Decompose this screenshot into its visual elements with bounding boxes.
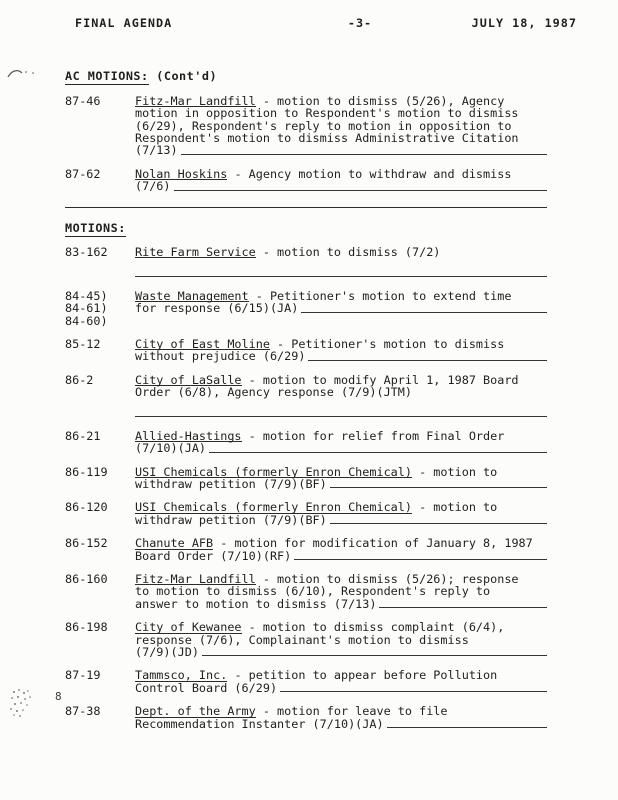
case-name: USI Chemicals (formerly Enron Chemical) [135, 464, 412, 479]
entry-text: (7/13) [135, 143, 178, 158]
entry-body [135, 621, 547, 658]
case-number [65, 537, 135, 562]
case-number-line: 86-160 [65, 571, 108, 586]
entry-text: - Agency motion to withdraw and dismiss [227, 166, 512, 181]
case-name: Allied-Hastings [135, 428, 242, 443]
case-number [65, 168, 135, 193]
case-number [65, 246, 135, 279]
entry-text: response (7/6), Complainant's motion to dismiss [135, 632, 469, 647]
section-heading-label: AC MOTIONS: [65, 69, 149, 84]
entry-line [135, 266, 547, 278]
case-number-line: 85-12 [65, 336, 101, 351]
agenda-entry [65, 168, 547, 193]
page-number: -3- [347, 16, 373, 30]
entry-line [135, 669, 547, 681]
entry-text: - motion to [412, 500, 498, 515]
entry-text: - Petitioner's motion to dismiss [269, 336, 505, 351]
entry-body [135, 573, 547, 610]
entry-text: - petition to appear before Pollution [227, 668, 498, 683]
case-name: Dept. of the Army [135, 704, 256, 719]
case-number [65, 95, 135, 157]
blank-rule-line [135, 416, 547, 417]
case-number-line: 87-19 [65, 668, 101, 683]
entry-body [135, 338, 547, 363]
case-number-line: 87-38 [65, 704, 101, 719]
entry-text: - motion to dismiss complaint (6/4), [241, 620, 505, 635]
entry-body [135, 290, 547, 327]
entry-body [135, 501, 547, 526]
entry-text: to motion to dismiss (6/10), Respondent's reply to [135, 584, 491, 599]
entry-text: (6/29), Respondent's reply to motion in opposition to [135, 118, 512, 133]
entry-text: - motion to modify April 1, 1987 Board [241, 372, 519, 387]
case-name: Chanute AFB [135, 536, 214, 551]
case-number-line: 86-120 [65, 500, 108, 515]
agenda-entry [65, 466, 547, 491]
entry-text: - motion to [412, 464, 498, 479]
entry-line [135, 705, 547, 717]
agenda-entry [65, 338, 547, 363]
pen-squiggle-mark [7, 66, 37, 82]
document-header [65, 17, 577, 29]
stray-digit: 8 [55, 690, 62, 703]
case-number [65, 290, 135, 327]
entry-text: - motion to dismiss (5/26); response [255, 571, 519, 586]
entry-body [135, 537, 547, 562]
blank-rule-line [209, 452, 547, 453]
agenda-entry [65, 501, 547, 526]
entry-body [135, 466, 547, 491]
case-name: Fitz-Mar Landfill [135, 93, 256, 108]
entry-text: - motion to dismiss (5/26), Agency [255, 93, 505, 108]
blank-rule-line [294, 559, 547, 560]
case-name: City of LaSalle [135, 372, 242, 387]
section-heading [65, 70, 547, 82]
section-heading [65, 222, 547, 234]
case-name: Waste Management [135, 288, 249, 303]
agenda-entry [65, 621, 547, 658]
entry-line [135, 718, 547, 730]
entry-line [135, 180, 547, 192]
entry-line [135, 682, 547, 694]
agenda-entry [65, 246, 547, 279]
entry-line [135, 514, 547, 526]
entry-text: without prejudice (6/29) [135, 349, 306, 364]
blank-rule-line [135, 276, 547, 277]
entry-text: - motion for relief from Final Order [241, 428, 505, 443]
blank-rule-line [330, 487, 547, 488]
agenda-entry [65, 374, 547, 419]
case-name: Rite Farm Service [135, 244, 256, 259]
entry-line [135, 132, 547, 144]
entry-line [135, 302, 547, 314]
entry-text: motion in opposition to Respondent's motion to dismiss [135, 106, 519, 121]
case-number [65, 338, 135, 363]
ink-smudge-mark [6, 686, 40, 722]
entry-text: - motion for leave to file [255, 704, 448, 719]
entry-body [135, 705, 547, 730]
agenda-entry [65, 430, 547, 455]
entry-text: withdraw petition (7/9)(BF) [135, 477, 327, 492]
entry-line [135, 406, 547, 418]
entry-text: - Petitioner's motion to extend time [248, 288, 512, 303]
case-number-line: 86-152 [65, 536, 108, 551]
case-number [65, 621, 135, 658]
entry-body [135, 168, 547, 193]
blank-rule-line [387, 727, 547, 728]
entry-text: answer to motion to dismiss (7/13) [135, 596, 377, 611]
entry-text: Board Order (7/10)(RF) [135, 548, 292, 563]
blank-rule-line [181, 154, 547, 155]
entry-body [135, 246, 547, 279]
case-number-line: 84-61) [65, 301, 108, 316]
blank-rule-line [308, 360, 547, 361]
blank-rule-line [379, 607, 547, 608]
case-number-line: 83-162 [65, 244, 108, 259]
entry-line [135, 621, 547, 633]
entry-line [135, 350, 547, 362]
agenda-entry [65, 669, 547, 694]
entry-line [135, 585, 547, 597]
case-name: USI Chemicals (formerly Enron Chemical) [135, 500, 412, 515]
blank-rule-line [330, 523, 547, 524]
blank-rule-line [202, 655, 547, 656]
case-name: City of East Moline [135, 336, 270, 351]
blank-rule-line [174, 190, 547, 191]
case-number-line: 87-62 [65, 166, 101, 181]
agenda-entry [65, 705, 547, 730]
case-number-line: 84-60) [65, 313, 108, 328]
section-divider [65, 207, 547, 208]
entry-line [135, 598, 547, 610]
entry-body [135, 95, 547, 157]
entry-body [135, 669, 547, 694]
case-name: City of Kewanee [135, 620, 242, 635]
document-date: JULY 18, 1987 [471, 16, 577, 30]
case-name: Tammsco, Inc. [135, 668, 228, 683]
entry-text: for response (6/15)(JA) [135, 301, 299, 316]
entry-text: Respondent's motion to dismiss Administrative Citation [135, 130, 519, 145]
case-number [65, 705, 135, 730]
agenda-entry [65, 573, 547, 610]
entry-text: (7/9)(JD) [135, 644, 199, 659]
blank-rule-line [301, 312, 547, 313]
case-number [65, 430, 135, 455]
entry-line [135, 246, 547, 258]
entry-text: withdraw petition (7/9)(BF) [135, 512, 327, 527]
case-number-line: 84-45) [65, 288, 108, 303]
entry-text: - motion for modification of January 8, 1987 [213, 536, 533, 551]
agenda-entry [65, 95, 547, 157]
entry-text: Control Board (6/29) [135, 680, 278, 695]
entry-body [135, 374, 547, 419]
case-name: Nolan Hoskins [135, 166, 228, 181]
entry-text: (7/6) [135, 179, 171, 194]
case-number [65, 374, 135, 419]
entry-line [135, 501, 547, 513]
case-number [65, 501, 135, 526]
document-title: FINAL AGENDA [75, 16, 173, 30]
entry-text: Recommendation Instanter (7/10)(JA) [135, 716, 384, 731]
entry-line [135, 144, 547, 156]
case-number-line: 87-46 [65, 93, 101, 108]
case-number-line: 86-119 [65, 464, 108, 479]
case-number-line: 86-2 [65, 372, 94, 387]
entry-line [135, 386, 547, 398]
case-number-line: 86-198 [65, 620, 108, 635]
entry-line [135, 478, 547, 490]
case-name: Fitz-Mar Landfill [135, 571, 256, 586]
agenda-entry [65, 290, 547, 327]
entry-text: - motion to dismiss (7/2) [255, 244, 441, 259]
section-heading-label: MOTIONS: [65, 220, 126, 235]
entry-line [135, 442, 547, 454]
entry-line [135, 646, 547, 658]
case-number [65, 669, 135, 694]
entry-line [135, 168, 547, 180]
case-number-line: 86-21 [65, 428, 101, 443]
agenda-sections [65, 70, 547, 729]
entry-text: (7/10)(JA) [135, 441, 207, 456]
entry-body [135, 430, 547, 455]
entry-line [135, 550, 547, 562]
entry-text: Order (6/8), Agency response (7/9)(JTM) [135, 385, 412, 400]
entry-line [135, 537, 547, 549]
agenda-entry [65, 537, 547, 562]
case-number [65, 573, 135, 610]
entry-line [135, 107, 547, 119]
section-heading-suffix: (Cont'd) [148, 69, 218, 84]
blank-rule-line [280, 691, 547, 692]
case-number [65, 466, 135, 491]
